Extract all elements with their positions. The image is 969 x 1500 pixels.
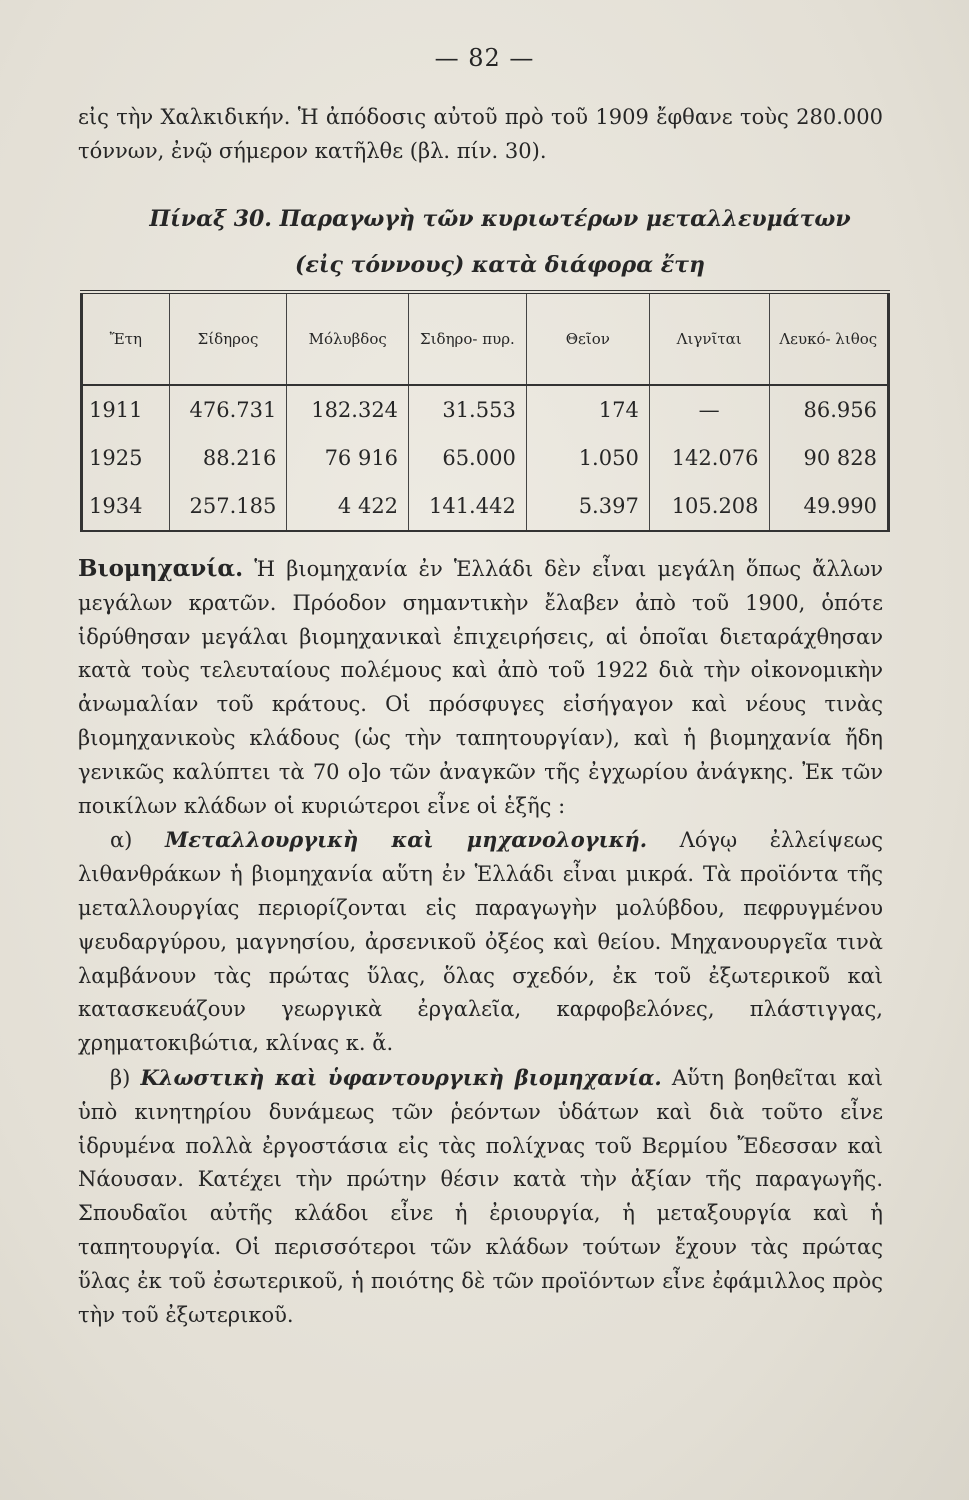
metallurgy-title: Μεταλλουργικὴ καὶ μηχανολογική. [164, 827, 648, 853]
industry-section [78, 552, 883, 1332]
header-magnesite: Λευκό- λιθος [769, 292, 888, 385]
header-iron: Σίδηρος [169, 292, 287, 385]
section-heading: Βιομηχανία. [78, 555, 244, 582]
metallurgy-paragraph [78, 823, 883, 1061]
table-cell-year: 1925 [89, 446, 143, 470]
table-cell: 90 828 [769, 434, 888, 482]
metallurgy-label: α) [110, 828, 133, 853]
table-cell: 174 [526, 385, 649, 434]
industry-paragraph-text: Ἡ βιομηχανία ἐν Ἑλλάδι δὲν εἶναι μεγάλη ὅπως ἄλλων μεγάλων κρατῶν. Πρόοδον σημαντικὴν ἔλαβεν ἀπὸ τοῦ 1900, ὁπότε ἱδρύθησαν μεγάλαι βιομηχανικαὶ ἐπιχειρήσεις, αἱ ὁποῖαι διεταράχθησαν κατὰ τοὺς τελευταίους πολέμους καὶ ἀπὸ τοῦ 1922 διὰ τὴν οἰκονομικὴν ἀνωμαλίαν τοῦ κράτους. Οἱ πρόσφυγες εἰσήγαγον καὶ νέους τινὰς βιομηχανικοὺς κλάδους (ὡς τὴν ταπητουργίαν), καὶ ἡ βιομηχανία ἤδη γενικῶς καλύπτει τὰ 70 ο]ο τῶν ἀναγκῶν τῆς ἐγχωρίου ἀνάγκης. Ἐκ τῶν ποικίλων κλάδων οἱ κυριώτεροι εἶνε οἱ ἑξῆς : [78, 557, 883, 818]
table-cell: 105.208 [649, 482, 769, 531]
metallurgy-text: Λόγῳ ἐλλείψεως λιθανθράκων ἡ βιομηχανία αὕτη ἐν Ἑλλάδι εἶναι μικρά. Τὰ προϊόντα τῆς μεταλλουργίας περιορίζονται εἰς παραγωγὴν μολύβδου, πεφρυγμένου ψευδαργύρου, μαγνησίου, ἀρσενικοῦ ὀξέος καὶ θείου. Μηχανουργεῖα τινὰ λαμβάνουν τὰς πρώτας ὕλας, ὅλας σχεδόν, ἐκ τοῦ ἐξωτερικοῦ καὶ κατασκευάζουν γεωργικὰ ἐργαλεῖα, καρφοβελόνες, πλάστιγγας, χρηματοκιβώτια, κλίνας κ. ἄ. [78, 828, 883, 1056]
table-cell: 476.731 [169, 385, 287, 434]
mineral-production-table [80, 290, 890, 532]
page-number: — 82 — [434, 44, 535, 72]
header-lignite: Λιγνῖται [649, 292, 769, 385]
table-cell: 5.397 [526, 482, 649, 531]
table-cell-year: 1911 [89, 398, 143, 422]
table-caption [90, 196, 910, 288]
intro-paragraph: εἰς τὴν Χαλκιδικήν. Ἡ ἀπόδοσις αὐτοῦ πρὸ τοῦ 1909 ἔφθανε τοὺς 280.000 τόννων, ἐνῷ σήμερον κατῆλθε (βλ. πίν. 30). [78, 105, 883, 163]
table-row [82, 434, 889, 482]
table-row [82, 482, 889, 531]
header-pyrite: Σιδηρο- πυρ. [409, 292, 527, 385]
table-cell: — [649, 385, 769, 434]
table-cell: 141.442 [409, 482, 527, 531]
textile-label: β) [110, 1065, 131, 1090]
table-caption-line-1: Πίναξ 30. Παραγωγὴ τῶν κυριωτέρων μεταλλευμάτων [149, 206, 851, 232]
table-row [82, 385, 889, 434]
textile-text: Αὕτη βοηθεῖται καὶ ὑπὸ κινητηρίου δυνάμεως τῶν ῥεόντων ὑδάτων καὶ διὰ τοῦτο εἶνε ἱδρυμένα πολλὰ ἐργοστάσια εἰς τὰς πολίχνας τοῦ Βερμίου Ἔδεσσαν καὶ Νάουσαν. Κατέχει τὴν πρώτην θέσιν κατὰ τὴν ἀξίαν τῆς παραγωγῆς. Σπουδαῖοι αὐτῆς κλάδοι εἶνε ἡ ἐριουργία, ἡ μεταξουργία καὶ ἡ ταπητουργία. Οἱ περισσότεροι τῶν κλάδων τούτων ἔχουν τὰς πρώτας ὕλας ἐκ τοῦ ἐσωτερικοῦ, ἡ ποιότης δὲ τῶν προϊόντων εἶνε ἐφάμιλλος πρὸς τὴν τοῦ ἐξωτερικοῦ. [78, 1065, 883, 1327]
table-cell: 4 422 [287, 482, 409, 531]
header-years: Ἔτη [82, 292, 170, 385]
table-cell: 86.956 [769, 385, 888, 434]
table-cell: 88.216 [169, 434, 287, 482]
table-cell: 49.990 [769, 482, 888, 531]
table-cell: 257.185 [169, 482, 287, 531]
header-lead: Μόλυβδος [287, 292, 409, 385]
textile-paragraph [78, 1061, 883, 1332]
table-cell: 76 916 [287, 434, 409, 482]
table-cell: 182.324 [287, 385, 409, 434]
table-cell: 142.076 [649, 434, 769, 482]
table-cell: 31.553 [409, 385, 527, 434]
table-header-row [82, 292, 889, 385]
header-sulfur: Θεῖον [526, 292, 649, 385]
industry-paragraph [78, 552, 883, 823]
table-cell: 65.000 [409, 434, 527, 482]
table-cell: 1.050 [526, 434, 649, 482]
table-cell-year: 1934 [89, 494, 143, 518]
textile-title: Κλωστικὴ καὶ ὑφαντουργικὴ βιομηχανία. [140, 1064, 662, 1090]
table-caption-line-2: (εἰς τόννους) κατὰ διάφορα ἔτη [295, 252, 705, 278]
